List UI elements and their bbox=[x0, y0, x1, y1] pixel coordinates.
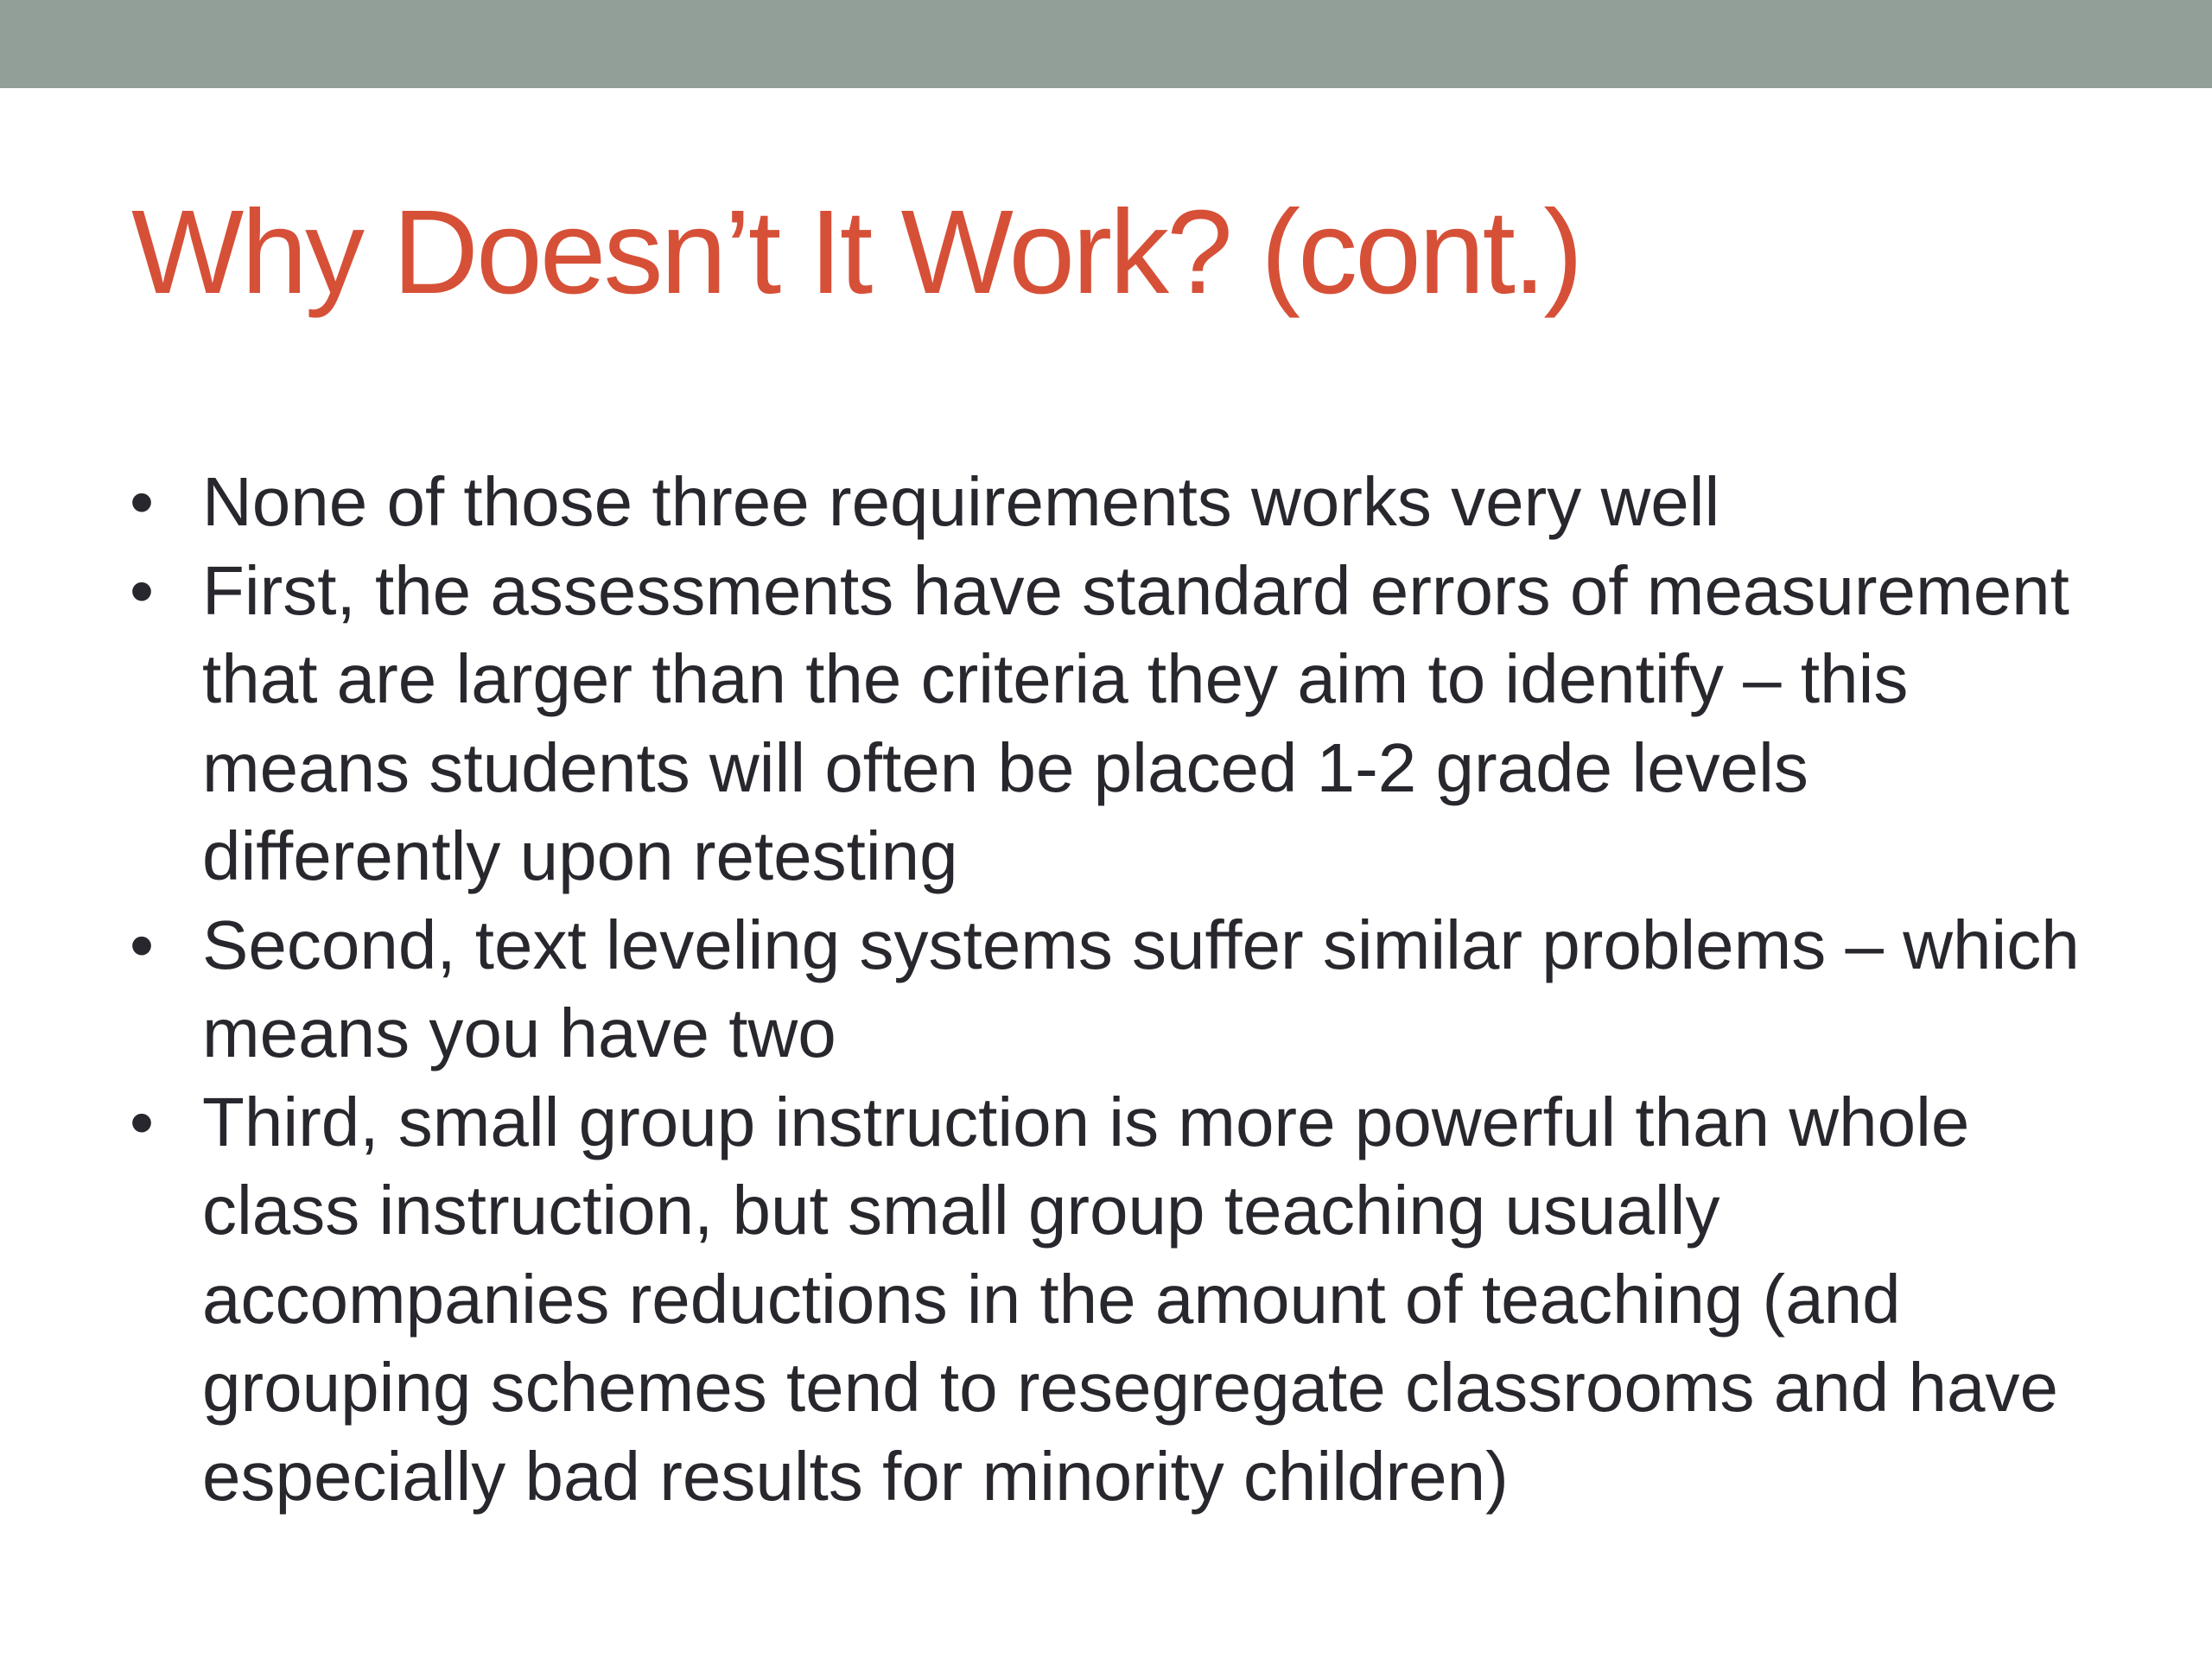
slide-title: Why Doesn’t It Work? (cont.) bbox=[131, 186, 1581, 319]
top-decorative-band bbox=[0, 0, 2212, 88]
bullet-item bbox=[130, 901, 2100, 1078]
bullet-text: First, the assessments have standard errors of measurement that are larger than the criteria they aim to identify – this means students will often be placed 1-2 grade levels differently upon retesting bbox=[202, 551, 2069, 894]
bullet-item bbox=[130, 1078, 2100, 1522]
bullet-dot-icon: • bbox=[130, 906, 155, 983]
bullet-text: Second, text leveling systems suffer similar problems – which means you have two bbox=[202, 906, 2080, 1071]
bullet-dot-icon: • bbox=[130, 463, 155, 540]
bullet-dot-icon: • bbox=[130, 551, 155, 629]
bullet-list bbox=[130, 458, 2100, 1521]
bullet-text: None of those three requirements works very well bbox=[202, 463, 1720, 540]
bullet-text: Third, small group instruction is more powerful than whole class instruction, but small group teaching usually accompanies reductions in the amount of teaching (and grouping schemes tend to resegregate classrooms and have especially bad results for minority children) bbox=[202, 1083, 2058, 1515]
bullet-item bbox=[130, 458, 2100, 547]
bullet-dot-icon: • bbox=[130, 1083, 155, 1160]
bullet-item bbox=[130, 547, 2100, 901]
